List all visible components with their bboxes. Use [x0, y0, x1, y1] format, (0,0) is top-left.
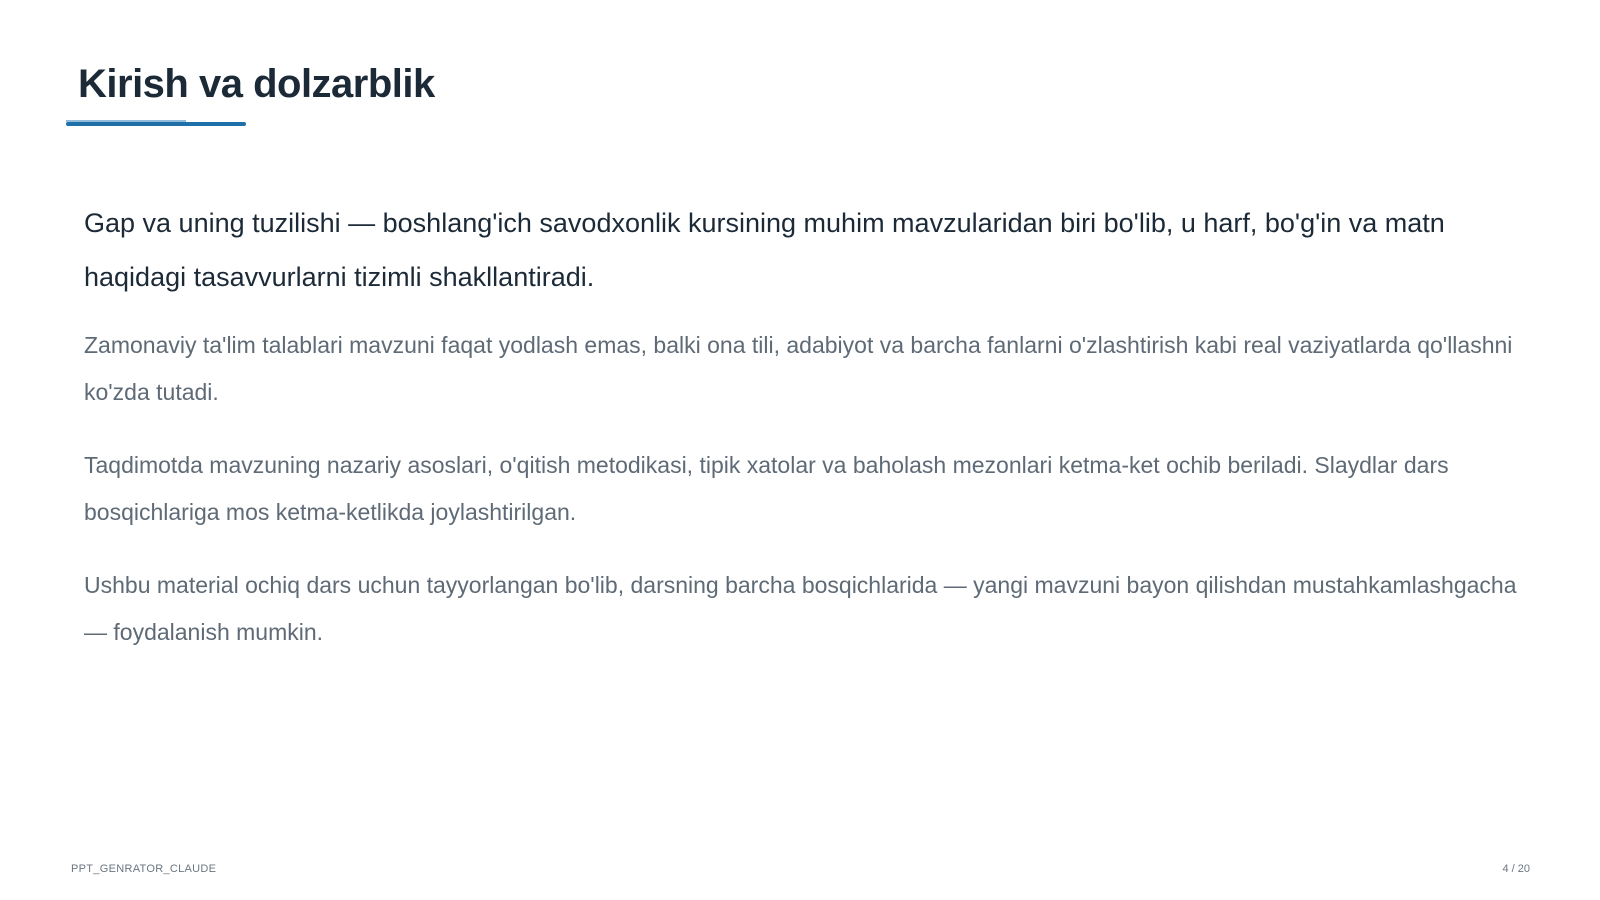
body-paragraph-1: Zamonaviy ta'lim talablari mavzuni faqat yodlash emas, balki ona tili, adabiyot va barcha fanlarni o'zlashtirish kabi real vaziyatlarda qo'llashni ko'zda tutadi.: [84, 332, 1513, 405]
lead-paragraph: Gap va uning tuzilishi — boshlang'ich savodxonlik kursining muhim mavzularidan biri bo'lib, u harf, bo'g'in va matn haqidagi tasavvurlarni tizimli shakllantiradi.: [84, 208, 1445, 292]
slide-title: Kirish va dolzarblik: [78, 62, 435, 106]
page-number: 4 / 20: [1502, 863, 1530, 875]
title-underline: [66, 122, 246, 126]
body-paragraph-3: Ushbu material ochiq dars uchun tayyorlangan bo'lib, darsning barcha bosqichlarida — yangi mavzuni bayon qilishdan mustahkamlashgacha — foydalanish mumkin.: [84, 572, 1517, 645]
slide-body: [84, 196, 1524, 682]
body-paragraph-2: Taqdimotda mavzuning nazariy asoslari, o'qitish metodikasi, tipik xatolar va baholash mezonlari ketma-ket ochib beriladi. Slaydlar dars bosqichlariga mos ketma-ketlikda joylashtirilgan.: [84, 452, 1449, 525]
footer-brand: PPT_GENRATOR_CLAUDE: [71, 863, 217, 875]
